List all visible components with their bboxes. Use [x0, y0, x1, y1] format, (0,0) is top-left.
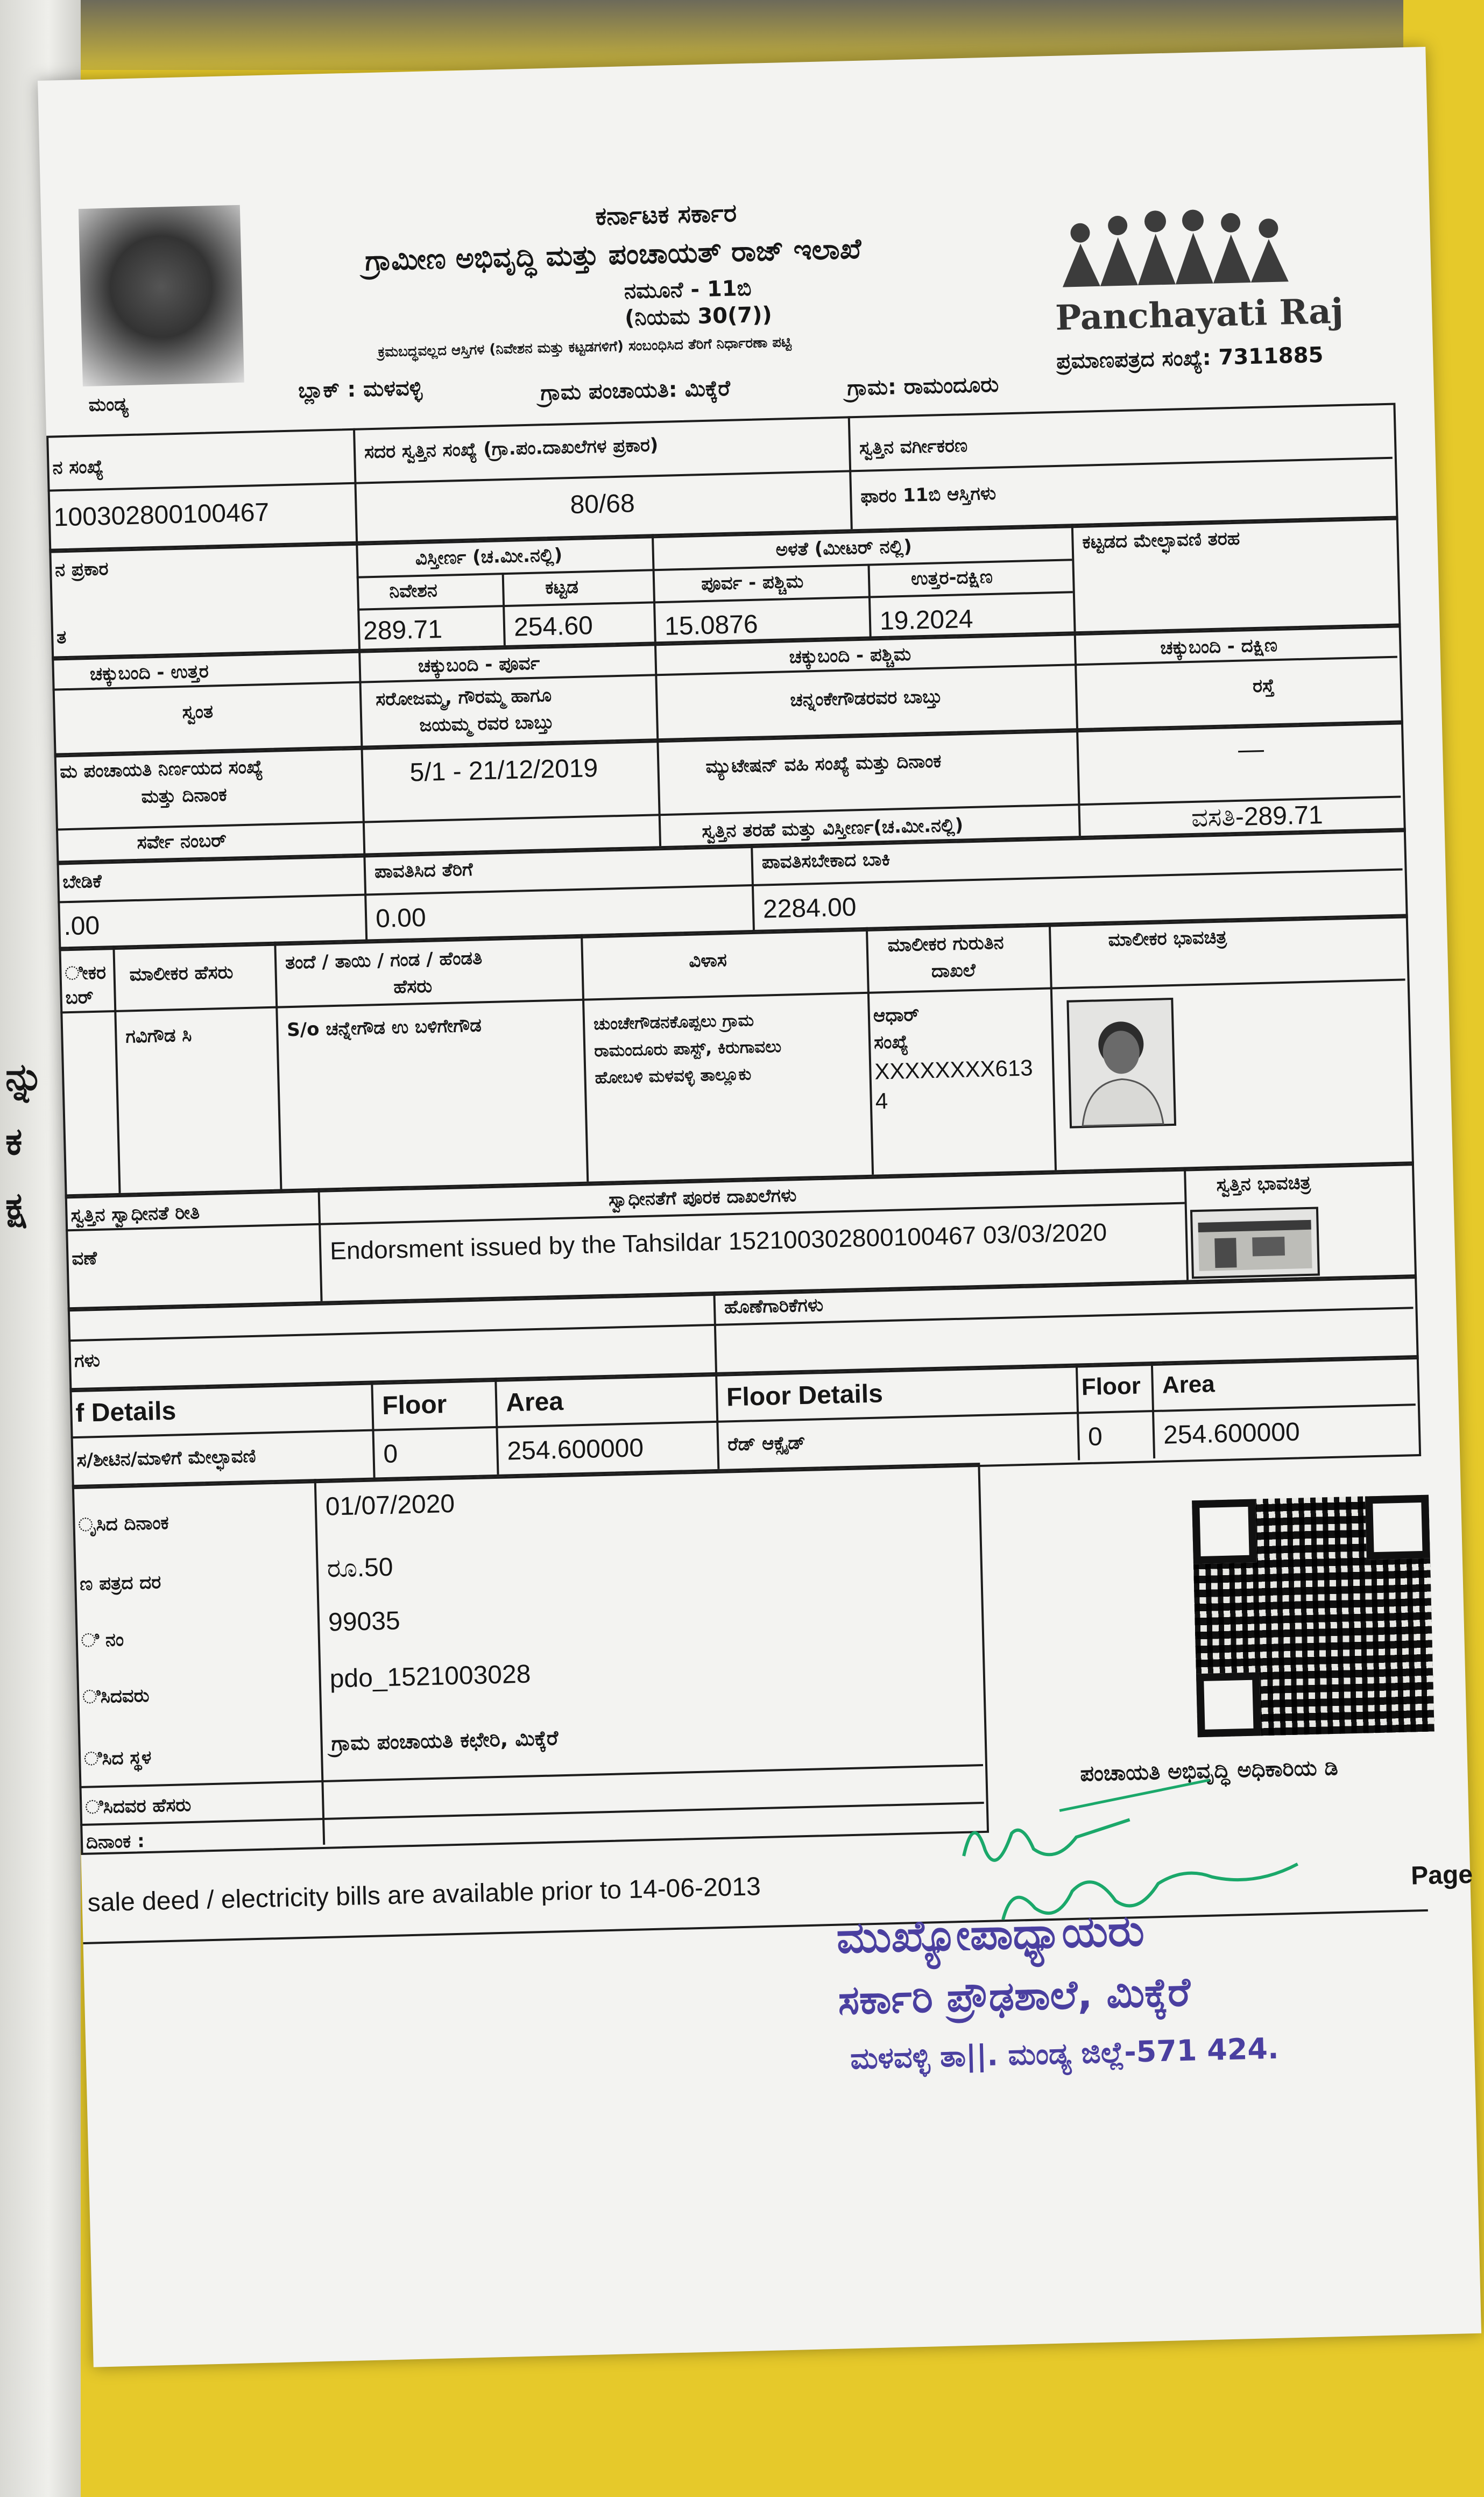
issued-by-label: ಿಸಿದವರು	[82, 1684, 150, 1708]
building-photo-icon	[1192, 1209, 1318, 1277]
balance-label: ಪಾವತಿಸಬೇಕಾದ ಬಾಕಿ	[761, 848, 891, 873]
east-west-label: ಪೂರ್ವ - ಪಶ್ಚಿಮ	[701, 570, 804, 595]
owner-name-label: ಮಾಲೀಕರ ಹೆಸರು	[129, 961, 234, 986]
floor-type-right: ರೆಡ್ ಆಕ್ಸೈಡ್	[727, 1431, 806, 1456]
margin-text-2: ಕ	[5, 1119, 23, 1163]
dimension-label: ಅಳತೆ (ಮೀಟರ್ ನಲ್ಲಿ)	[775, 535, 913, 561]
site-label: ನಿವೇಶನ	[388, 580, 438, 603]
taluk-name: ಬ್ಲಾಕ್ : ಮಳವಳ್ಳಿ	[298, 375, 423, 404]
owner-name-value: ಗವಿಗೌಡ ಸಿ	[125, 1024, 192, 1048]
form-number: ನಮೂನೆ - 11ಬಿ	[624, 276, 752, 304]
north-boundary-value: ಸ್ವಂತ	[182, 701, 214, 723]
district-name: ಮಂಡ್ಯ	[88, 393, 129, 416]
govt-title: ಕರ್ನಾಟಕ ಸರ್ಕಾರ	[595, 198, 737, 231]
qr-finder	[1365, 1495, 1430, 1560]
floor-right-value: 0	[1087, 1422, 1103, 1452]
owner-photo	[1066, 998, 1176, 1128]
area-header-right: Area	[1162, 1371, 1216, 1399]
liabilities-left-label: ಗಳು	[74, 1349, 101, 1372]
pdo-signature-label: ಪಂಚಾಯತಿ ಅಭಿವೃದ್ಧಿ ಅಧಿಕಾರಿಯ ಡಿ	[1079, 1755, 1339, 1787]
property-type-label: ನ ಪ್ರಕಾರ	[54, 558, 109, 581]
floor-details-right-header: Floor Details	[726, 1379, 884, 1412]
form-subtitle: ಕ್ರಮಬದ್ಧವಲ್ಲದ ಆಸ್ತಿಗಳ (ನಿವೇಶನ ಮತ್ತು ಕಟ್ಟಡಗಳಿಗೆ) ಸಂಬಂಧಿಸಿದ ತೆರಿಗೆ ನಿರ್ಧಾರಣಾ ಪಟ್ಟಿ	[378, 334, 792, 361]
south-boundary-value: ರಸ್ತೆ	[1252, 675, 1275, 697]
owner-sl-label-2: ಬರ್	[65, 986, 94, 1009]
demand-label: ಬೇಡಿಕೆ	[62, 870, 102, 893]
resolution-value: 5/1 - 21/12/2019	[409, 753, 598, 787]
north-boundary-label: ಚಕ್ಕುಬಂದಿ - ಉತ್ತರ	[89, 660, 209, 685]
paid-tax-value: 0.00	[375, 903, 427, 934]
karnataka-emblem-icon	[79, 205, 244, 386]
property-photo-label: ಸ್ವತ್ತಿನ ಭಾವಚಿತ್ರ	[1216, 1172, 1311, 1196]
certificate-number: ಪ್ರಮಾಣಪತ್ರದ ಸಂಖ್ಯೆ: 7311885	[1056, 342, 1324, 374]
form-11b-document	[38, 47, 1481, 2367]
certificate-fee-value: ರೂ.50	[327, 1553, 394, 1583]
mutation-label: ಮ್ಯುಟೇಷನ್ ವಹಿ ಸಂಖ್ಯೆ ಮತ್ತು ದಿನಾಂಕ	[705, 750, 942, 778]
receipt-no-value: 99035	[328, 1606, 401, 1637]
east-boundary-value-1: ಸರೋಜಮ್ಮ, ಗೌರಮ್ಮ ಹಾಗೂ	[375, 685, 552, 710]
balance-value: 2284.00	[762, 893, 857, 924]
east-boundary-value-2: ಜಯಮ್ಮ ರವರ ಬಾಬ್ತು	[419, 711, 554, 737]
panchayat-name: ಗ್ರಾಮ ಪಂಚಾಯತಿ: ಮಿಕ್ಕೆರೆ	[540, 376, 731, 406]
area-label: ವಿಸ್ತೀರ್ಣ (ಚ.ಮೀ.ನಲ್ಲಿ)	[415, 544, 563, 570]
west-boundary-value: ಚನ್ನಂಕೇಗೌಡರವರ ಬಾಬ್ತು	[790, 686, 943, 711]
floor-header-left: Floor	[381, 1390, 447, 1421]
roof-type-label: ಕಟ್ಟಡದ ಮೇಲ್ಛಾವಣಿ ತರಹ	[1082, 527, 1240, 553]
acquisition-mode-value: ವಣೆ	[72, 1247, 97, 1270]
footer-note: sale deed / electricity bills are available prior to 14-06-2013	[87, 1872, 761, 1917]
margin-text-3: ಕ್ಷ	[5, 1184, 26, 1228]
qr-code	[1192, 1495, 1434, 1738]
row-mark: ತ	[56, 626, 67, 648]
roof-type-left: ಸ/ಶೀಟಿನ/ಮಾಳಿಗೆ ಮೇಲ್ಛಾವಣಿ	[76, 1445, 256, 1471]
parent-name-label-1: ತಂದೆ / ತಾಯಿ / ಗಂಡ / ಹೆಂಡತಿ	[285, 947, 483, 974]
panchayati-raj-logo-icon	[1058, 206, 1292, 292]
building-label: ಕಟ್ಟಡ	[545, 576, 579, 599]
certificate-fee-label: ಣ ಪತ್ರದ ದರ	[79, 1571, 161, 1595]
classification-label: ಸ್ವತ್ತಿನ ವರ್ಗೀಕರಣ	[859, 434, 968, 459]
demand-value: .00	[63, 911, 100, 941]
village-name: ಗ್ರಾಮ: ರಾಮಂದೂರು	[846, 372, 999, 401]
floor-details-left-header: f Details	[75, 1396, 176, 1428]
issued-by-value: pdo_1521003028	[329, 1660, 531, 1694]
receipt-no-label: ಿ ನಂ	[81, 1628, 124, 1652]
floor-left-value: 0	[383, 1440, 398, 1469]
liabilities-label: ಹೊಣೆಗಾರಿಕೆಗಳು	[724, 1294, 824, 1318]
sign-date-label: ದಿನಾಂಕ :	[86, 1830, 145, 1853]
south-boundary-label: ಚಕ್ಕುಬಂದಿ - ದಕ್ಷಿಣ	[1160, 634, 1278, 659]
issue-date-label: ೃಸಿದ ದಿನಾಂಕ	[78, 1512, 169, 1536]
area-right-value: 254.600000	[1163, 1417, 1301, 1450]
issuer-name-label: ಿಸಿದವರ ಹೆಸರು	[84, 1794, 192, 1818]
dept-title: ಗ್ರಾಮೀಣ ಅಭಿವೃದ್ಧಿ ಮತ್ತು ಪಂಚಾಯತ್ ರಾಜ್ ಇಲಾಖೆ	[364, 232, 862, 278]
parent-name-value: S/o ಚನ್ನೇಗೌಡ ಉ ಬಳಿಗೇಗೌಡ	[286, 1014, 482, 1041]
qr-finder	[1196, 1672, 1261, 1737]
sadara-label: ಸದರ ಸ್ವತ್ತಿನ ಸಂಖ್ಯೆ (ಗ್ರಾ.ಪಂ.ದಾಖಲೆಗಳ ಪ್ರಕಾರ)	[364, 434, 659, 463]
stamp-line-2: ಸರ್ಕಾರಿ ಪ್ರೌಢಶಾಲೆ, ಮಿಕ್ಕೆರೆ	[837, 1969, 1191, 2024]
east-west-value: 15.0876	[664, 610, 759, 641]
endorsement-text: Endorsment issued by the Tahsildar 152100302800100467 03/03/2020	[329, 1218, 1107, 1265]
parent-name-label-2: ಹೆಸರು	[393, 975, 433, 998]
address-line-2: ರಾಮಂದೂರು ಪಾಸ್ಟ್, ಕಿರುಗಾವಲು	[593, 1036, 782, 1061]
owner-photo-label: ಮಾಲೀಕರ ಭಾವಚಿತ್ರ	[1108, 926, 1227, 951]
survey-number-label: ಸರ್ವೇ ನಂಬರ್	[137, 829, 227, 854]
owner-id-line-4: 4	[875, 1088, 888, 1114]
site-area-value: 289.71	[363, 615, 443, 646]
property-nature-value: ವಸತಿ-289.71	[1191, 801, 1324, 833]
issue-date-value: 01/07/2020	[325, 1489, 455, 1521]
property-photo	[1190, 1207, 1320, 1279]
issue-place-value: ಗ್ರಾಮ ಪಂಚಾಯತಿ ಕಛೇರಿ, ಮಿಕ್ಕೆರೆ	[331, 1726, 559, 1755]
person-photo-icon	[1069, 1000, 1174, 1126]
issue-details-table	[72, 1463, 989, 1855]
owner-id-line-3: XXXXXXXX613	[874, 1055, 1034, 1084]
issue-place-label: ಿಸಿದ ಸ್ಥಳ	[83, 1746, 152, 1770]
resolution-label-1: ಮ ಪಂಚಾಯತಿ ನಿರ್ಣಯದ ಸಂಖ್ಯೆ	[59, 756, 264, 783]
property-no-value: 100302800100467	[53, 498, 270, 532]
address-label: ವಿಳಾಸ	[688, 949, 727, 972]
mutation-value: —	[1238, 735, 1264, 764]
address-line-3: ಹೋಬಳಿ ಮಳವಳ್ಳಿ ತಾಲ್ಲೂಕು	[595, 1064, 752, 1088]
stamp-line-1: ಮುಖ್ಯೋಪಾಧ್ಯಾಯರು	[836, 1905, 1145, 1963]
sadara-value: 80/68	[569, 489, 635, 520]
east-boundary-label: ಚಕ್ಕುಬಂದಿ - ಪೂರ್ವ	[418, 652, 540, 678]
resolution-label-2: ಮತ್ತು ದಿನಾಂಕ	[141, 784, 228, 808]
floor-header-right: Floor	[1081, 1372, 1141, 1401]
acquisition-mode-label: ಸ್ವತ್ತಿನ ಸ್ವಾಧೀನತೆ ರೀತಿ	[70, 1202, 200, 1227]
margin-text-1: ನ್ನು	[5, 1055, 44, 1099]
owner-id-line-2: ಸಂಖ್ಯೆ	[873, 1031, 909, 1054]
stamp-line-3: ಮಳವಳ್ಳಿ ತಾ||. ಮಂಡ್ಯ ಜಿಲ್ಲೆ-571 424.	[850, 2031, 1280, 2076]
page-label: Page	[1410, 1860, 1473, 1891]
classification-value: ಫಾರಂ 11ಬಿ ಆಸ್ತಿಗಳು	[860, 482, 997, 507]
building-area-value: 254.60	[513, 611, 593, 642]
paid-tax-label: ಪಾವತಿಸಿದ ತೆರಿಗೆ	[374, 858, 474, 883]
supporting-docs-label: ಸ್ವಾಧೀನತೆಗೆ ಪೂರಕ ದಾಖಲೆಗಳು	[608, 1184, 797, 1211]
north-south-value: 19.2024	[879, 604, 974, 636]
rule-number: (ನಿಯಮ 30(7))	[624, 302, 773, 331]
qr-finder	[1192, 1499, 1257, 1564]
property-nature-label: ಸ್ವತ್ತಿನ ತರಹೆ ಮತ್ತು ವಿಸ್ತೀರ್ಣ(ಚ.ಮೀ.ನಲ್ಲಿ)	[701, 814, 964, 843]
area-left-value: 254.600000	[506, 1434, 644, 1466]
owner-sl-label-1: ೀಕರ	[65, 962, 107, 985]
west-boundary-label: ಚಕ್ಕುಬಂದಿ - ಪಶ್ಚಿಮ	[789, 643, 911, 668]
panchayati-raj-text: Panchayati Raj	[1055, 291, 1344, 338]
owner-id-label-1: ಮಾಲೀಕರ ಗುರುತಿನ	[887, 932, 1004, 956]
owner-id-label-2: ದಾಖಲೆ	[931, 959, 976, 982]
north-south-label: ಉತ್ತರ-ದಕ್ಷಿಣ	[910, 566, 993, 590]
owner-id-line-1: ಆಧಾರ್	[873, 1004, 920, 1027]
property-no-label: ನ ಸಂಖ್ಯೆ	[52, 456, 104, 479]
area-header-left: Area	[505, 1387, 564, 1417]
address-line-1: ಚುಂಚೇಗೌಡನಕೊಪ್ಪಲು ಗ್ರಾಮ	[593, 1011, 754, 1034]
